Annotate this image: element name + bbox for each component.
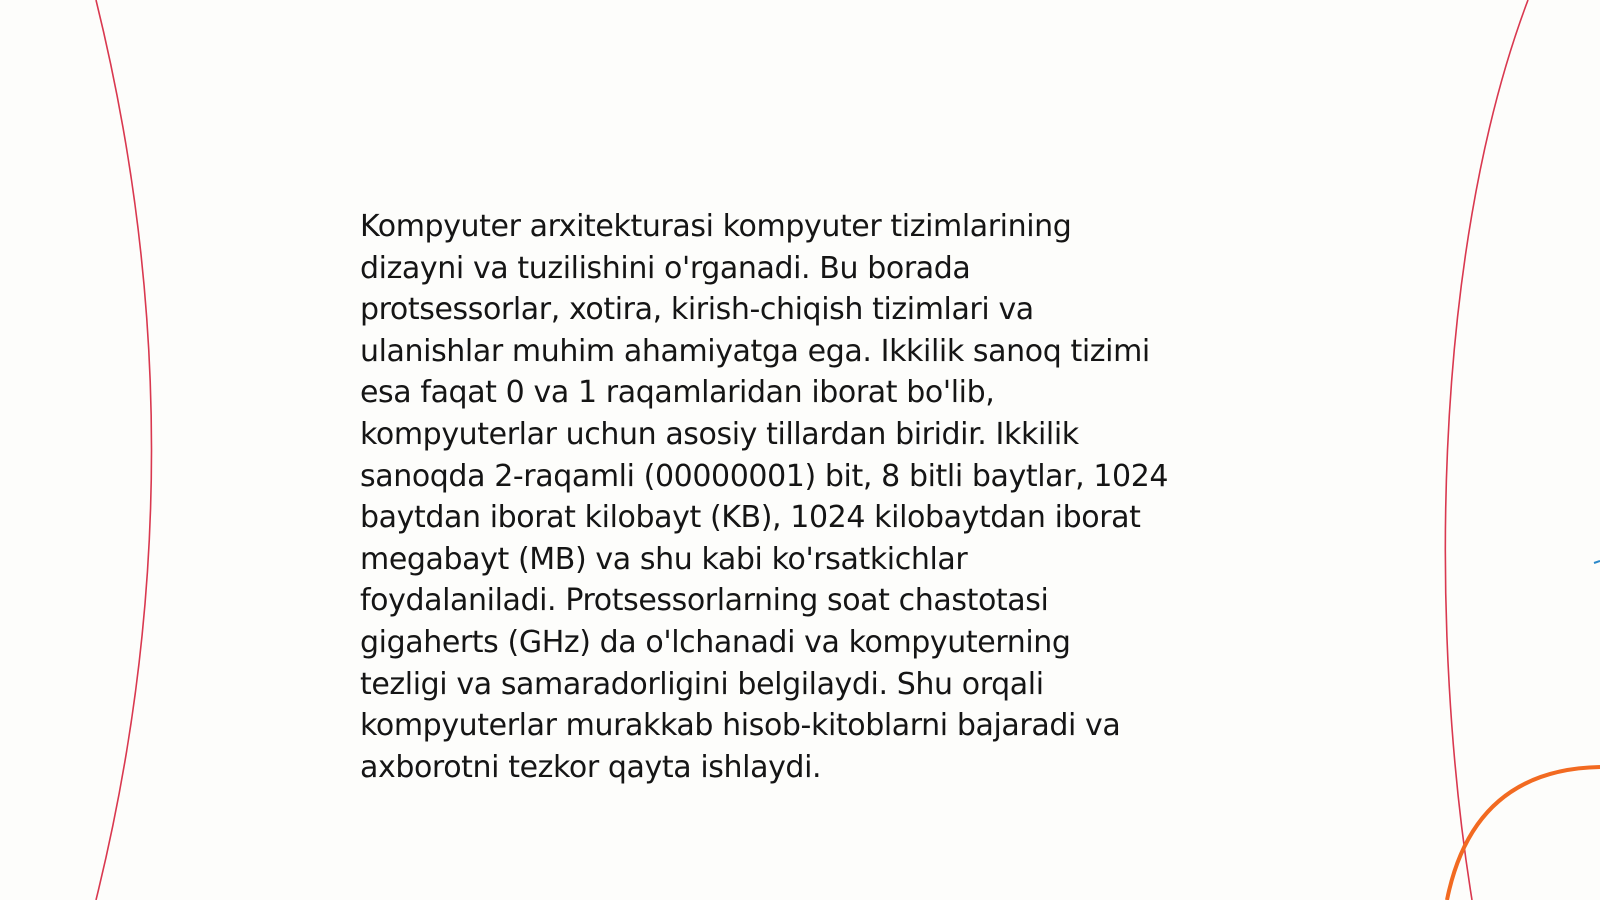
paragraph-line-5: esa faqat 0 va 1 raqamlaridan iborat bo'lib,: [360, 375, 995, 411]
orange-circle-arc-icon: [1447, 767, 1600, 900]
main-paragraph: [360, 206, 1240, 788]
paragraph-line-8: baytdan iborat kilobayt (KB), 1024 kilobaytdan iborat: [360, 500, 1141, 536]
paragraph-line-3: protsessorlar, xotira, kirish-chiqish tizimlari va: [360, 292, 1034, 328]
paragraph-line-11: gigaherts (GHz) da o'lchanadi va kompyuterning: [360, 624, 1071, 660]
paragraph-line-4: ulanishlar muhim ahamiyatga ega. Ikkilik sanoq tizimi: [360, 333, 1150, 369]
paragraph-line-9: megabayt (MB) va shu kabi ko'rsatkichlar: [360, 541, 968, 577]
blue-edge-mark-icon: [1594, 561, 1600, 563]
paragraph-line-14: axborotni tezkor qayta ishlaydi.: [360, 749, 822, 785]
paragraph-line-10: foydalaniladi. Protsessorlarning soat chastotasi: [360, 583, 1049, 619]
right-red-arc-icon: [1445, 0, 1528, 900]
paragraph-line-6: kompyuterlar uchun asosiy tillardan biridir. Ikkilik: [360, 416, 1079, 452]
paragraph-line-7: sanoqda 2-raqamli (00000001) bit, 8 bitli baytlar, 1024: [360, 458, 1169, 494]
paragraph-line-2: dizayni va tuzilishini o'rganadi. Bu borada: [360, 250, 971, 286]
left-red-arc-icon: [96, 0, 152, 900]
paragraph-line-1: Kompyuter arxitekturasi kompyuter tizimlarining: [360, 209, 1072, 244]
paragraph-line-12: tezligi va samaradorligini belgilaydi. Shu orqali: [360, 666, 1044, 702]
paragraph-line-13: kompyuterlar murakkab hisob-kitoblarni bajaradi va: [360, 708, 1121, 744]
